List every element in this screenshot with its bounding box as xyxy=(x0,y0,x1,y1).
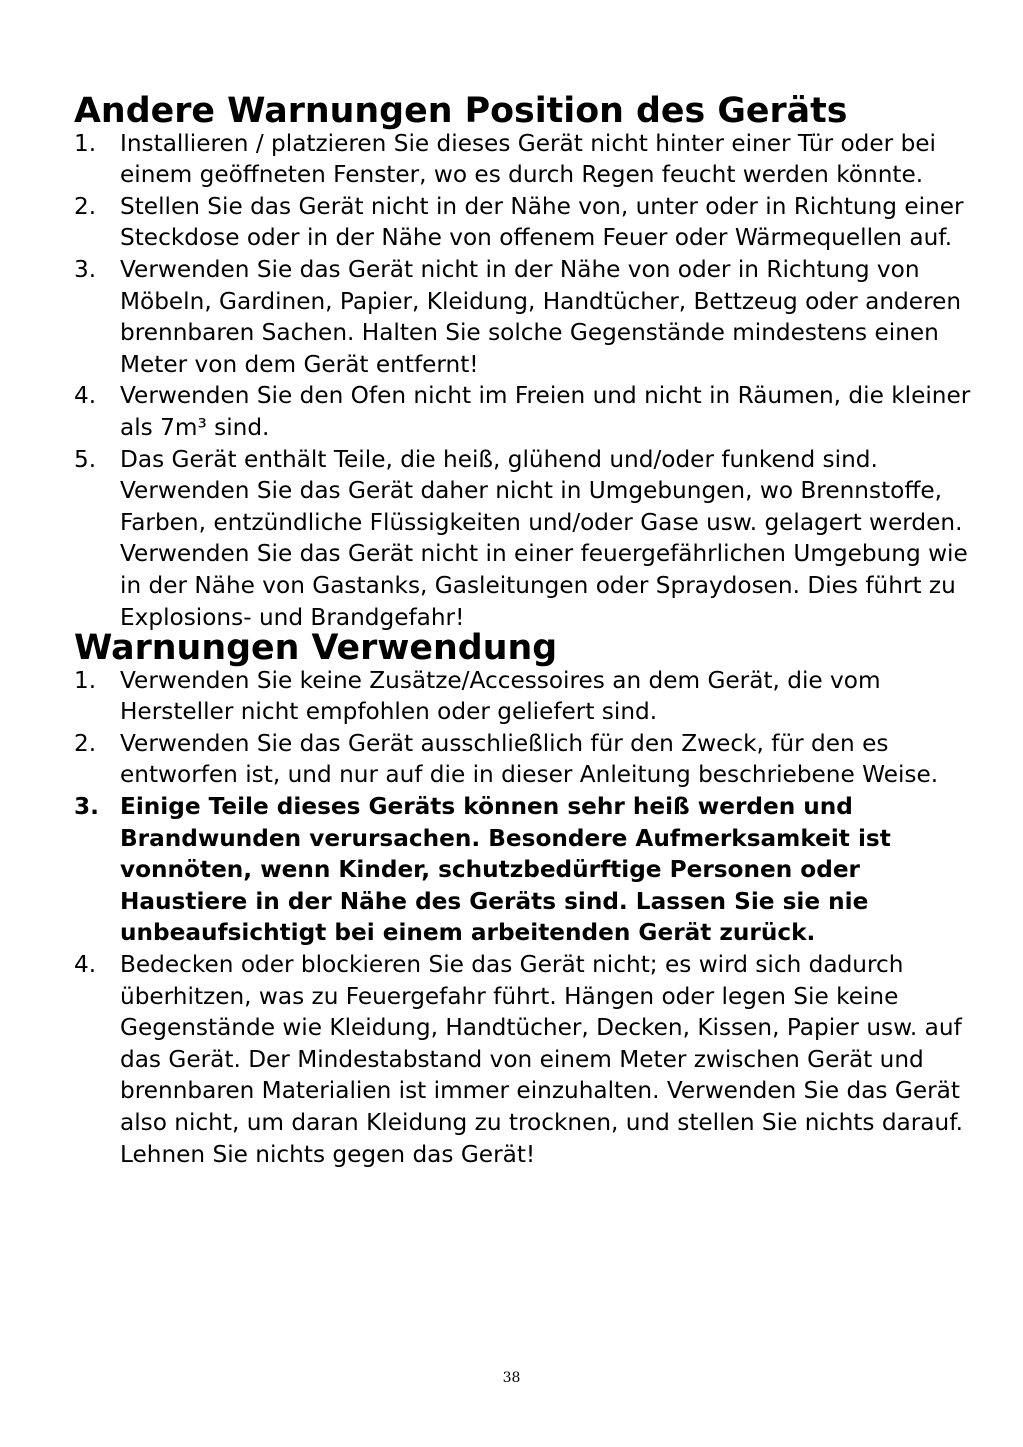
list-item xyxy=(74,380,974,443)
list-item-emphasized xyxy=(74,791,974,949)
section-heading-usage: Warnungen Verwendung xyxy=(74,628,558,669)
list-item xyxy=(74,254,974,380)
list-item xyxy=(74,128,974,191)
list-item xyxy=(74,444,974,634)
usage-warnings-list xyxy=(74,665,974,1171)
list-item-number: 2. xyxy=(74,192,97,220)
list-item-text: Installieren / platzieren Sie dieses Gerät nicht hinter einer Tür oder bei einem geöffneten Fenster, wo es durch Regen feucht werden könnte. xyxy=(120,129,936,189)
section-heading-position: Andere Warnungen Position des Geräts xyxy=(74,91,848,131)
list-item-text: Verwenden Sie keine Zusätze/Accessoires an dem Gerät, die vom Hersteller nicht empfohlen oder geliefert sind. xyxy=(120,666,881,726)
list-item-number: 3. xyxy=(74,255,97,283)
list-item-number: 1. xyxy=(74,666,97,694)
list-item-text: Verwenden Sie das Gerät nicht in der Nähe von oder in Richtung von Möbeln, Gardinen, Papier, Kleidung, Handtücher, Bettzeug oder anderen brennbaren Sachen. Halten Sie solche Gegenstände mindestens einen Meter von dem Gerät entfernt! xyxy=(120,255,962,378)
list-item-number: 1. xyxy=(74,129,97,157)
list-item-text: Stellen Sie das Gerät nicht in der Nähe von, unter oder in Richtung einer Steckdose oder in der Nähe von offenem Feuer oder Wärmequellen auf. xyxy=(120,192,964,252)
list-item xyxy=(74,728,974,791)
list-item-number: 3. xyxy=(74,793,99,821)
list-item-text: Verwenden Sie das Gerät ausschließlich für den Zweck, für den es entworfen ist, und nur auf die in dieser Anleitung beschriebene Weise. xyxy=(120,729,939,789)
list-item xyxy=(74,191,974,254)
list-item xyxy=(74,949,974,1170)
document-body xyxy=(74,91,974,1170)
list-item-text: Das Gerät enthält Teile, die heiß, glühend und/oder funkend sind. Verwenden Sie das Gerät daher nicht in Umgebungen, wo Brennstoffe, Farben, entzündliche Flüssigkeiten und/oder Gase usw. gelagert werden. Verwenden Sie das Gerät nicht in einer feuergefährlichen Umgebung wie in der Nähe von Gastanks, Gasleitungen oder Spraydosen. Dies führt zu Explosions- und Brandgefahr! xyxy=(120,445,968,631)
position-warnings-list xyxy=(74,128,974,634)
list-item-text: Verwenden Sie den Ofen nicht im Freien und nicht in Räumen, die kleiner als 7m³ sind. xyxy=(120,382,971,441)
list-item-number: 5. xyxy=(74,445,97,473)
list-item-number: 4. xyxy=(74,951,97,979)
page-number: 38 xyxy=(502,1370,521,1386)
list-item-text: Bedecken oder blockieren Sie das Gerät nicht; es wird sich dadurch überhitzen, was zu Feuergefahr führt. Hängen oder legen Sie keine Gegenstände wie Kleidung, Handtücher, Decken, Kissen, Papier usw. auf das Gerät. Der Mindestabstand von einem Meter zwischen Gerät und brennbaren Materialien ist immer einzuhalten. Verwenden Sie das Gerät also nicht, um daran Kleidung zu trocknen, und stellen Sie nichts darauf. Lehnen Sie nichts gegen das Gerät! xyxy=(120,951,964,1168)
list-item xyxy=(74,665,974,728)
list-item-text: Einige Teile dieses Geräts können sehr heiß werden und Brandwunden verursachen. Besondere Aufmerksamkeit ist vonnöten, wenn Kinder, schutzbedürftige Personen oder Haustiere in der Nähe des Geräts sind. Lassen Sie sie nie unbeaufsichtigt bei einem arbeitenden Gerät zurück. xyxy=(120,793,891,947)
list-item-number: 4. xyxy=(74,382,97,410)
list-item-number: 2. xyxy=(74,729,97,757)
